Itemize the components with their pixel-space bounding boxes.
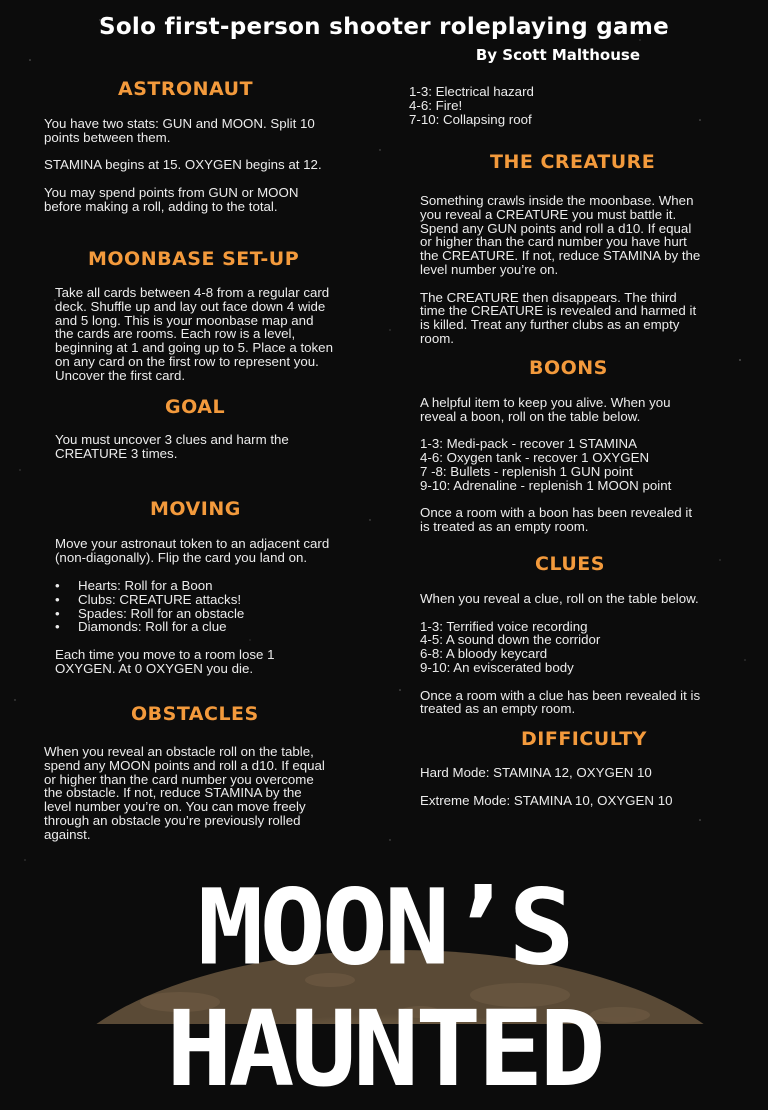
- heading-creature: THE CREATURE: [490, 151, 656, 173]
- heading-clues: CLUES: [535, 553, 605, 575]
- list-item: • Hearts: Roll for a Boon: [55, 579, 244, 593]
- heading-difficulty: DIFFICULTY: [521, 728, 647, 750]
- moving-intro: Move your astronaut token to an adjacent card (non-diagonally). Flip the card you land on.: [55, 536, 330, 565]
- clues-text: When you reveal a clue, roll on the table below. 1-3: Terrified voice recording 4-5: A sound down the corridor 6-8: A bloody keycard 9-10: An eviscerated body Once a room with a clue has been revealed it is treated as an empty room.: [420, 591, 701, 717]
- boons-text: A helpful item to keep you alive. When you reveal a boon, roll on the table below. 1-3: Medi-pack - recover 1 STAMINA 4-6: Oxygen tank - recover 1 OXYGEN 7 -8: Bullets - replenish 1 GUN point 9-10: Adrenaline - replenish 1 MOON point Once a room with a boon has been revealed it is treated as an empty room.: [420, 395, 693, 535]
- heading-moonbase-setup: MOONBASE SET-UP: [88, 248, 300, 270]
- creature-text: Something crawls inside the moonbase. When you reveal a CREATURE you must battle it. Spend any GUN points and roll a d10. If equal or higher than the card number you have hurt the CREATURE. If not, reduce STAMINA by the level number you’re on. The CREATURE then disappears. The third time the CREATURE is revealed and harmed it is killed. Treat any further clubs as an empty room.: [420, 193, 701, 346]
- page-title: Solo first-person shooter roleplaying game: [98, 14, 670, 40]
- list-item: • Diamonds: Roll for a clue: [55, 620, 244, 634]
- setup-text: Take all cards between 4-8 from a regular card deck. Shuffle up and lay out face down 4 wide and 5 long. This is your moonbase map and the cards are rooms. Each row is a level, beginning at 1 and going up to 5. Place a token on any card on the first row to represent you. Uncover the first card.: [55, 285, 333, 383]
- moving-outro: Each time you move to a room lose 1 OXYGEN. At 0 OXYGEN you die.: [55, 647, 275, 676]
- moving-suit-list: [55, 579, 244, 634]
- heading-boons: BOONS: [529, 357, 608, 379]
- list-item: • Spades: Roll for an obstacle: [55, 607, 244, 621]
- astronaut-text: You have two stats: GUN and MOON. Split 10 points between them. STAMINA begins at 15. OXYGEN begins at 12. You may spend points from GUN or MOON before making a roll, adding to the total.: [44, 116, 322, 214]
- heading-moving: MOVING: [150, 498, 241, 520]
- heading-goal: GOAL: [165, 396, 226, 418]
- obstacle-table: 1-3: Electrical hazard 4-6: Fire! 7-10: Collapsing roof: [409, 84, 534, 127]
- goal-text: You must uncover 3 clues and harm the CREATURE 3 times.: [55, 432, 289, 461]
- list-item: • Clubs: CREATURE attacks!: [55, 593, 244, 607]
- heading-astronaut: ASTRONAUT: [118, 78, 254, 100]
- difficulty-text: Hard Mode: STAMINA 12, OXYGEN 10 Extreme Mode: STAMINA 10, OXYGEN 10: [420, 765, 673, 808]
- heading-obstacles: OBSTACLES: [131, 703, 259, 725]
- obstacles-text: When you reveal an obstacle roll on the table, spend any MOON points and roll a d10. If equal or higher than the card number you overcome the obstacle. If not, reduce STAMINA by the level number you’re on. You can move freely through an obstacle you’re previously rolled against.: [44, 744, 325, 842]
- author-byline: By Scott Malthouse: [475, 46, 640, 64]
- banner-title: MOON’S HAUNTED: [166, 866, 602, 1110]
